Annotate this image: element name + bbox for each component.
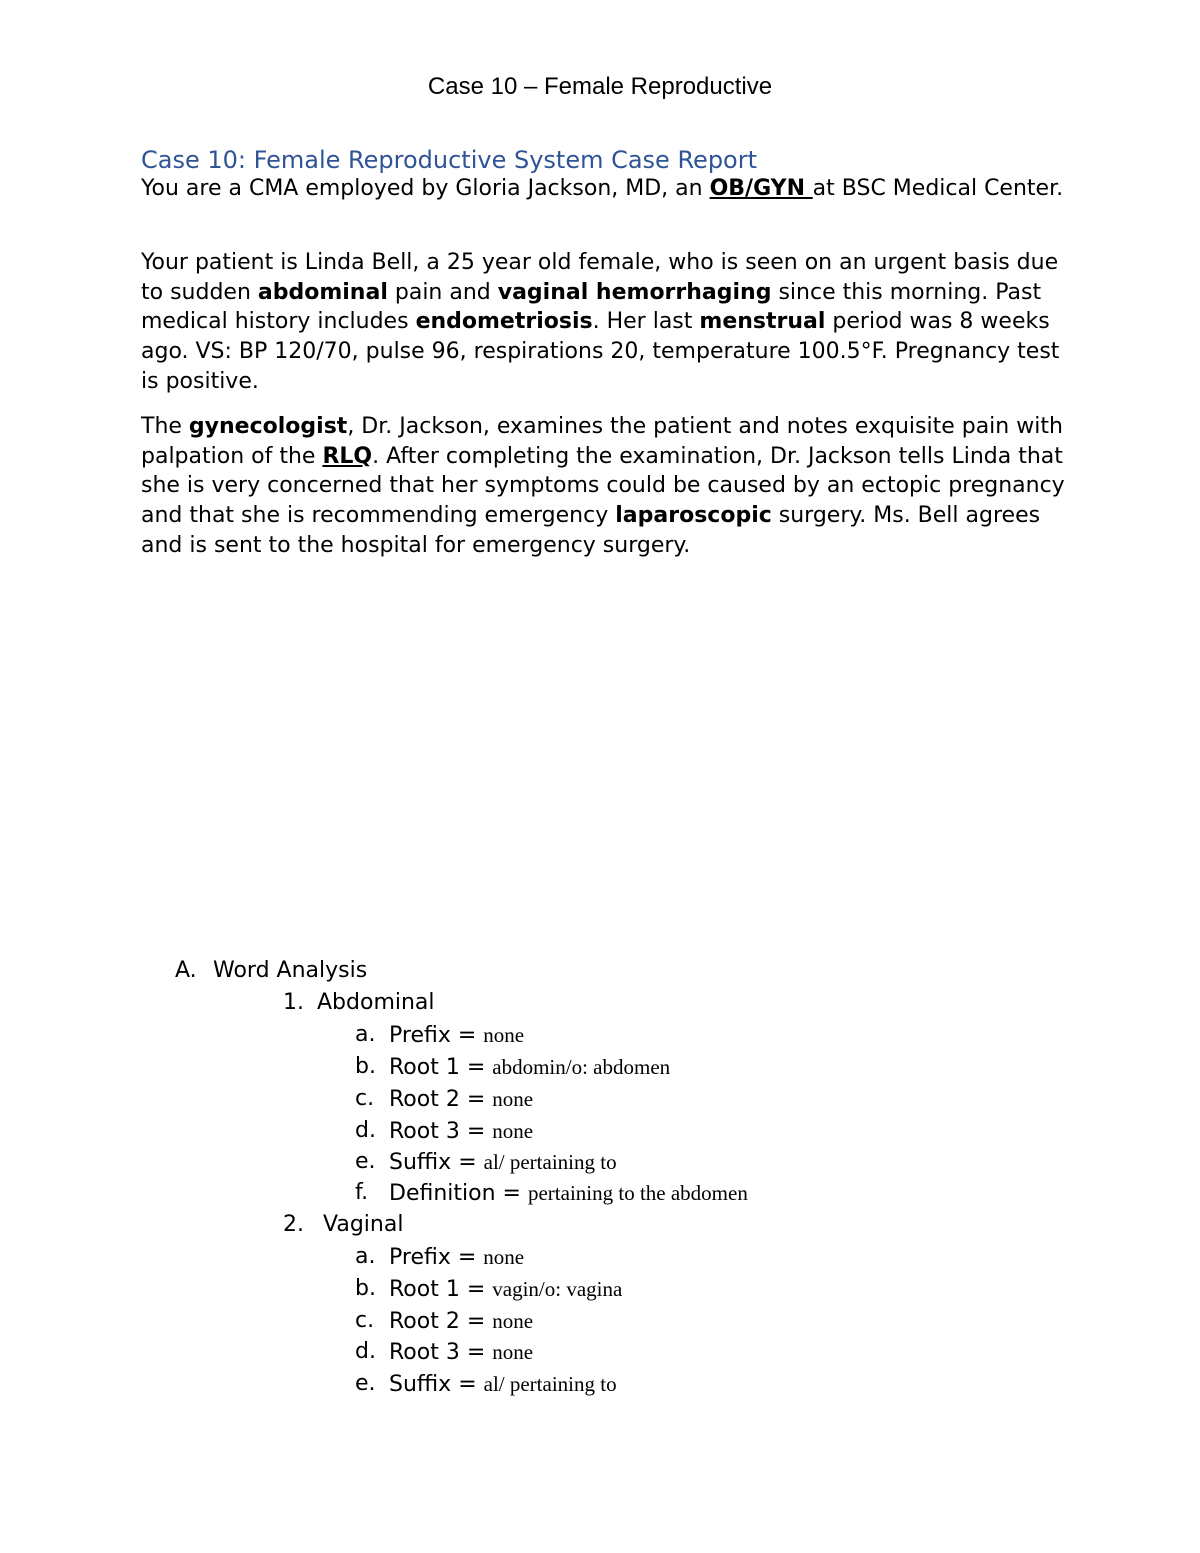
- part-label: Suffix =: [389, 1372, 477, 1397]
- term-endometriosis: endometriosis: [415, 309, 593, 335]
- term-gynecologist: gynecologist: [188, 414, 348, 439]
- obgyn-term: OB/GYN: [709, 176, 813, 201]
- part-label: Definition =: [389, 1181, 521, 1206]
- patient-text-4: . Her last: [592, 309, 700, 335]
- term-laparoscopic: laparoscopic: [615, 503, 772, 529]
- term-rlq: RLQ: [322, 443, 373, 469]
- exam-text-2: , Dr. Jackson, examines the patient and notes exquisite pain with palpation of the: [141, 414, 1063, 469]
- part-marker: d.: [355, 1339, 376, 1364]
- section-a-title: Word Analysis: [213, 958, 368, 983]
- part-marker: a.: [355, 1244, 376, 1269]
- case-heading: Case 10: Female Reproductive System Case Report: [141, 146, 758, 174]
- part-marker: c.: [355, 1086, 375, 1111]
- term-menstrual: menstrual: [699, 309, 826, 335]
- part-label: Prefix =: [389, 1023, 477, 1048]
- part-label: Root 1 =: [389, 1055, 486, 1080]
- intro-text-1: You are a CMA employed by Gloria Jackson, MD, an: [141, 176, 710, 201]
- part-label: Suffix =: [389, 1150, 477, 1175]
- part-marker: c.: [355, 1308, 375, 1333]
- exam-text-4: surgery. Ms. Bell agrees and is sent to the hospital for emergency surgery.: [141, 503, 1041, 558]
- exam-text-1: The: [141, 414, 189, 439]
- part-value: al/ pertaining to: [483, 1150, 617, 1174]
- part-value: none: [492, 1119, 534, 1143]
- term-abdominal: abdominal: [257, 279, 388, 305]
- intro-text-2: at BSC Medical Center.: [812, 176, 1064, 201]
- part-label: Root 1 =: [389, 1277, 486, 1302]
- patient-text-1: Your patient is Linda Bell, a 25 year old female, who is seen on an urgent basis due to sudden: [141, 250, 1059, 305]
- part-marker: b.: [355, 1054, 376, 1079]
- part-label: Root 3 =: [389, 1119, 486, 1144]
- part-value: none: [483, 1245, 525, 1269]
- part-value: al/ pertaining to: [483, 1372, 617, 1396]
- term-vaginal-hemorrhaging: vaginal hemorrhaging: [497, 279, 772, 305]
- part-value: pertaining to the abdomen: [527, 1181, 748, 1205]
- exam-paragraph: [141, 412, 1076, 561]
- patient-text-3: since this morning. Past medical history includes: [141, 279, 1042, 335]
- part-value: abdomin/o: abdomen: [492, 1055, 671, 1079]
- part-label: Prefix =: [389, 1245, 477, 1270]
- intro-paragraph: [141, 174, 1076, 204]
- part-marker: b.: [355, 1276, 376, 1301]
- part-label: Root 3 =: [389, 1340, 486, 1365]
- part-label: Root 2 =: [389, 1087, 486, 1112]
- part-value: none: [492, 1340, 534, 1364]
- part-value: none: [492, 1087, 534, 1111]
- part-marker: e.: [355, 1149, 376, 1174]
- item-marker: 2.: [283, 1212, 304, 1237]
- part-marker: e.: [355, 1371, 376, 1396]
- section-a-marker: A.: [175, 958, 197, 983]
- item-term: Vaginal: [323, 1212, 404, 1237]
- patient-text-5: period was 8 weeks ago. VS: BP 120/70, pulse 96, respirations 20, temperature 100.5°F. Pregnancy test is positive.: [141, 309, 1060, 394]
- part-marker: f.: [355, 1180, 369, 1205]
- patient-paragraph: [141, 248, 1076, 397]
- part-marker: a.: [355, 1022, 376, 1047]
- part-value: none: [492, 1309, 534, 1333]
- page-header: Case 10 – Female Reproductive: [427, 73, 773, 100]
- part-marker: d.: [355, 1118, 376, 1143]
- patient-text-2: pain and: [387, 279, 498, 305]
- part-value: none: [483, 1023, 525, 1047]
- part-value: vagin/o: vagina: [492, 1277, 623, 1301]
- item-term: Abdominal: [317, 990, 435, 1015]
- part-label: Root 2 =: [389, 1309, 486, 1334]
- exam-text-3: . After completing the examination, Dr. Jackson tells Linda that she is very concerned that her symptoms could be caused by an ectopic pregnancy and that she is recommending emergency: [141, 443, 1065, 529]
- item-marker: 1.: [283, 990, 304, 1015]
